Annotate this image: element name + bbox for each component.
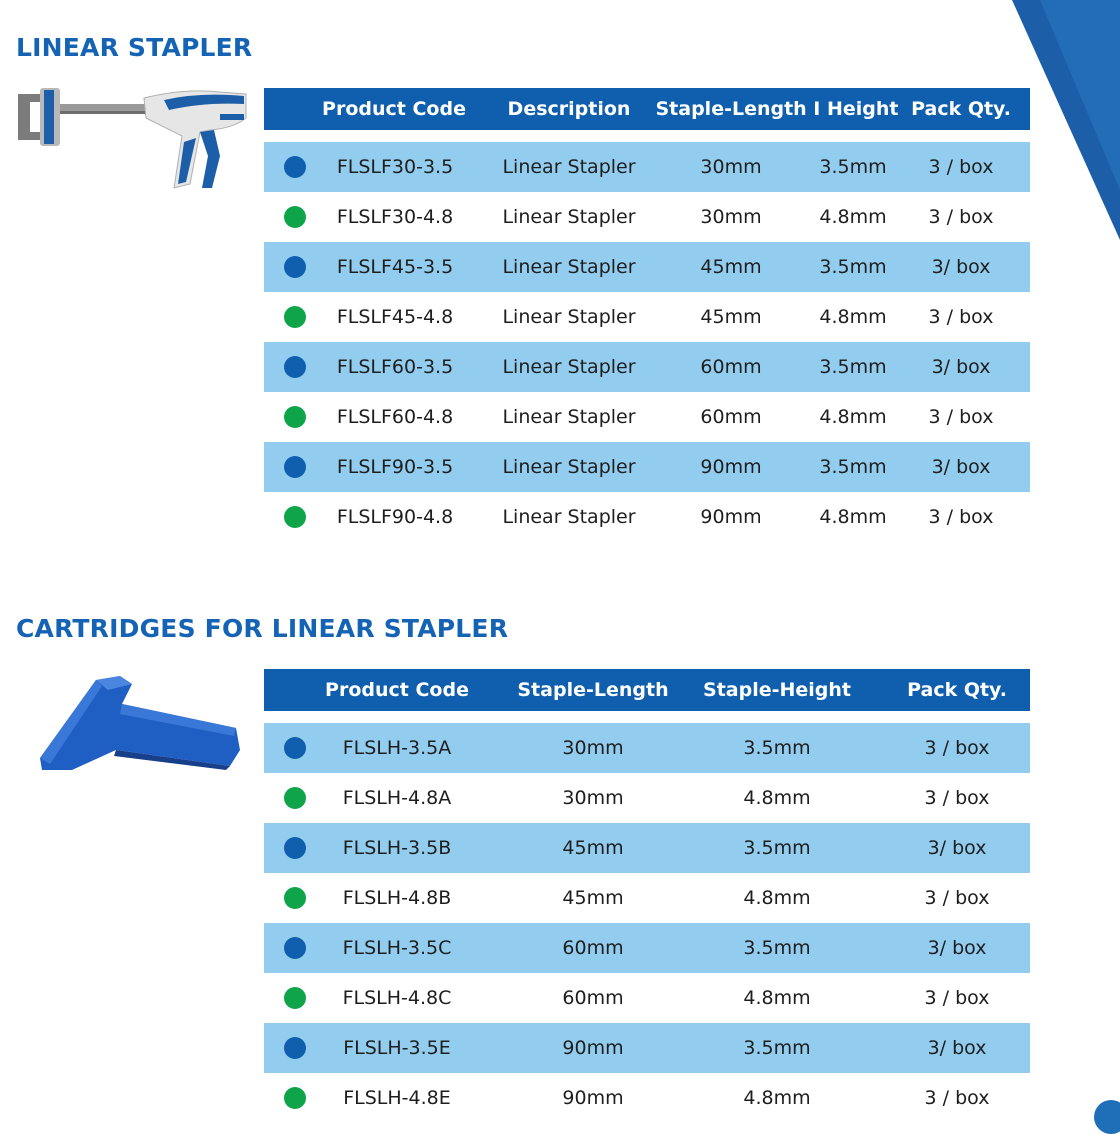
table-row — [264, 242, 1030, 292]
blue-dot-icon — [284, 456, 306, 478]
cell-pack-qty: 3 / box — [928, 206, 994, 228]
cell-staple-length: 60mm — [562, 937, 624, 959]
cell-staple-length: 90mm — [562, 1087, 624, 1109]
cell-product-code: FLSLF60-3.5 — [336, 356, 454, 378]
green-dot-icon — [284, 887, 306, 909]
cell-pack-qty: 3/ box — [931, 456, 991, 478]
cell-staple-height: 4.8mm — [743, 1087, 811, 1109]
green-dot-icon — [284, 1087, 306, 1109]
cell-staple-length: 90mm — [700, 506, 762, 528]
cell-staple-height: 3.5mm — [819, 256, 887, 278]
cell-staple-length: 30mm — [562, 737, 624, 759]
table-row — [264, 392, 1030, 442]
blue-dot-icon — [284, 737, 306, 759]
cell-staple-length: 60mm — [700, 406, 762, 428]
table-header — [264, 669, 1030, 711]
cell-pack-qty: 3 / box — [928, 506, 994, 528]
blue-dot-icon — [284, 256, 306, 278]
cell-description: Linear Stapler — [502, 206, 636, 228]
header-pack-qty: Pack Qty. — [911, 98, 1011, 120]
cell-staple-height: 3.5mm — [743, 737, 811, 759]
cell-description: Linear Stapler — [502, 506, 636, 528]
cell-staple-length: 30mm — [700, 206, 762, 228]
header-product-code: Product Code — [322, 98, 466, 120]
table-row — [264, 442, 1030, 492]
cell-pack-qty: 3/ box — [927, 1037, 987, 1059]
cell-staple-height: 3.5mm — [743, 837, 811, 859]
cell-description: Linear Stapler — [502, 306, 636, 328]
cell-pack-qty: 3 / box — [928, 406, 994, 428]
table-row — [264, 1073, 1030, 1123]
linear-stapler-device-icon — [14, 84, 250, 196]
table-row — [264, 773, 1030, 823]
cell-staple-height: 4.8mm — [819, 406, 887, 428]
cell-staple-length: 60mm — [700, 356, 762, 378]
table-row — [264, 723, 1030, 773]
header-staple-height: Staple-Height — [703, 679, 851, 701]
cell-product-code: FLSLF60-4.8 — [336, 406, 454, 428]
cell-product-code: FLSLH-4.8A — [342, 787, 452, 809]
cell-staple-length: 60mm — [562, 987, 624, 1009]
green-dot-icon — [284, 506, 306, 528]
cell-staple-length: 30mm — [562, 787, 624, 809]
page-edge-marker — [1094, 1100, 1120, 1134]
blue-dot-icon — [284, 837, 306, 859]
green-dot-icon — [284, 987, 306, 1009]
table-row — [264, 1023, 1030, 1073]
table-row — [264, 973, 1030, 1023]
cell-staple-length: 90mm — [562, 1037, 624, 1059]
cell-staple-height: 4.8mm — [743, 887, 811, 909]
cell-staple-height: 4.8mm — [743, 987, 811, 1009]
blue-dot-icon — [284, 937, 306, 959]
cell-staple-height: 3.5mm — [819, 456, 887, 478]
cell-product-code: FLSLH-4.8E — [343, 1087, 451, 1109]
cell-pack-qty: 3 / box — [924, 987, 990, 1009]
cell-product-code: FLSLH-4.8B — [342, 887, 452, 909]
cell-staple-height: 3.5mm — [743, 1037, 811, 1059]
table-row — [264, 342, 1030, 392]
green-dot-icon — [284, 206, 306, 228]
cell-staple-length: 30mm — [700, 156, 762, 178]
blue-dot-icon — [284, 356, 306, 378]
cell-staple-length: 90mm — [700, 456, 762, 478]
cell-pack-qty: 3 / box — [924, 1087, 990, 1109]
cell-product-code: FLSLF45-4.8 — [336, 306, 454, 328]
cell-staple-length: 45mm — [562, 887, 624, 909]
table-row — [264, 923, 1030, 973]
table-header — [264, 88, 1030, 130]
linear-stapler-table — [264, 88, 1030, 542]
header-staple-length-height: Staple-Length I Height — [655, 98, 899, 120]
cell-product-code: FLSLF45-3.5 — [336, 256, 454, 278]
cell-pack-qty: 3 / box — [924, 787, 990, 809]
cell-staple-height: 4.8mm — [819, 506, 887, 528]
cell-staple-length: 45mm — [700, 306, 762, 328]
cartridges-table — [264, 669, 1030, 1123]
header-staple-length: Staple-Length — [517, 679, 669, 701]
cell-product-code: FLSLF30-4.8 — [336, 206, 454, 228]
blue-dot-icon — [284, 1037, 306, 1059]
cell-staple-height: 4.8mm — [743, 787, 811, 809]
green-dot-icon — [284, 306, 306, 328]
cell-description: Linear Stapler — [502, 456, 636, 478]
cell-product-code: FLSLF90-3.5 — [336, 456, 454, 478]
table-row — [264, 292, 1030, 342]
cell-pack-qty: 3/ box — [931, 256, 991, 278]
cell-staple-height: 4.8mm — [819, 206, 887, 228]
cell-pack-qty: 3 / box — [928, 156, 994, 178]
cell-product-code: FLSLH-3.5A — [342, 737, 452, 759]
cell-pack-qty: 3 / box — [924, 737, 990, 759]
cell-pack-qty: 3/ box — [927, 837, 987, 859]
cell-staple-length: 45mm — [700, 256, 762, 278]
header-product-code: Product Code — [325, 679, 469, 701]
cell-product-code: FLSLH-3.5B — [342, 837, 452, 859]
cell-pack-qty: 3/ box — [931, 356, 991, 378]
cell-product-code: FLSLH-3.5C — [342, 937, 452, 959]
table-row — [264, 823, 1030, 873]
cell-product-code: FLSLF30-3.5 — [336, 156, 454, 178]
stapler-cartridge-icon — [36, 670, 244, 774]
cell-staple-height: 3.5mm — [819, 356, 887, 378]
table-row — [264, 873, 1030, 923]
cell-pack-qty: 3 / box — [928, 306, 994, 328]
green-dot-icon — [284, 787, 306, 809]
table-row — [264, 142, 1030, 192]
green-dot-icon — [284, 406, 306, 428]
cell-staple-height: 3.5mm — [819, 156, 887, 178]
header-description: Description — [507, 98, 631, 120]
cell-product-code: FLSLF90-4.8 — [336, 506, 454, 528]
linear-stapler-title: LINEAR STAPLER — [16, 33, 253, 62]
cell-staple-length: 45mm — [562, 837, 624, 859]
header-pack-qty: Pack Qty. — [907, 679, 1007, 701]
cell-pack-qty: 3 / box — [924, 887, 990, 909]
cell-product-code: FLSLH-4.8C — [342, 987, 452, 1009]
table-row — [264, 492, 1030, 542]
cartridges-title: CARTRIDGES FOR LINEAR STAPLER — [16, 614, 509, 643]
table-row — [264, 192, 1030, 242]
cell-description: Linear Stapler — [502, 356, 636, 378]
cell-staple-height: 4.8mm — [819, 306, 887, 328]
blue-dot-icon — [284, 156, 306, 178]
cell-description: Linear Stapler — [502, 256, 636, 278]
cell-pack-qty: 3/ box — [927, 937, 987, 959]
cell-description: Linear Stapler — [502, 406, 636, 428]
cell-description: Linear Stapler — [502, 156, 636, 178]
cell-staple-height: 3.5mm — [743, 937, 811, 959]
cell-product-code: FLSLH-3.5E — [343, 1037, 451, 1059]
